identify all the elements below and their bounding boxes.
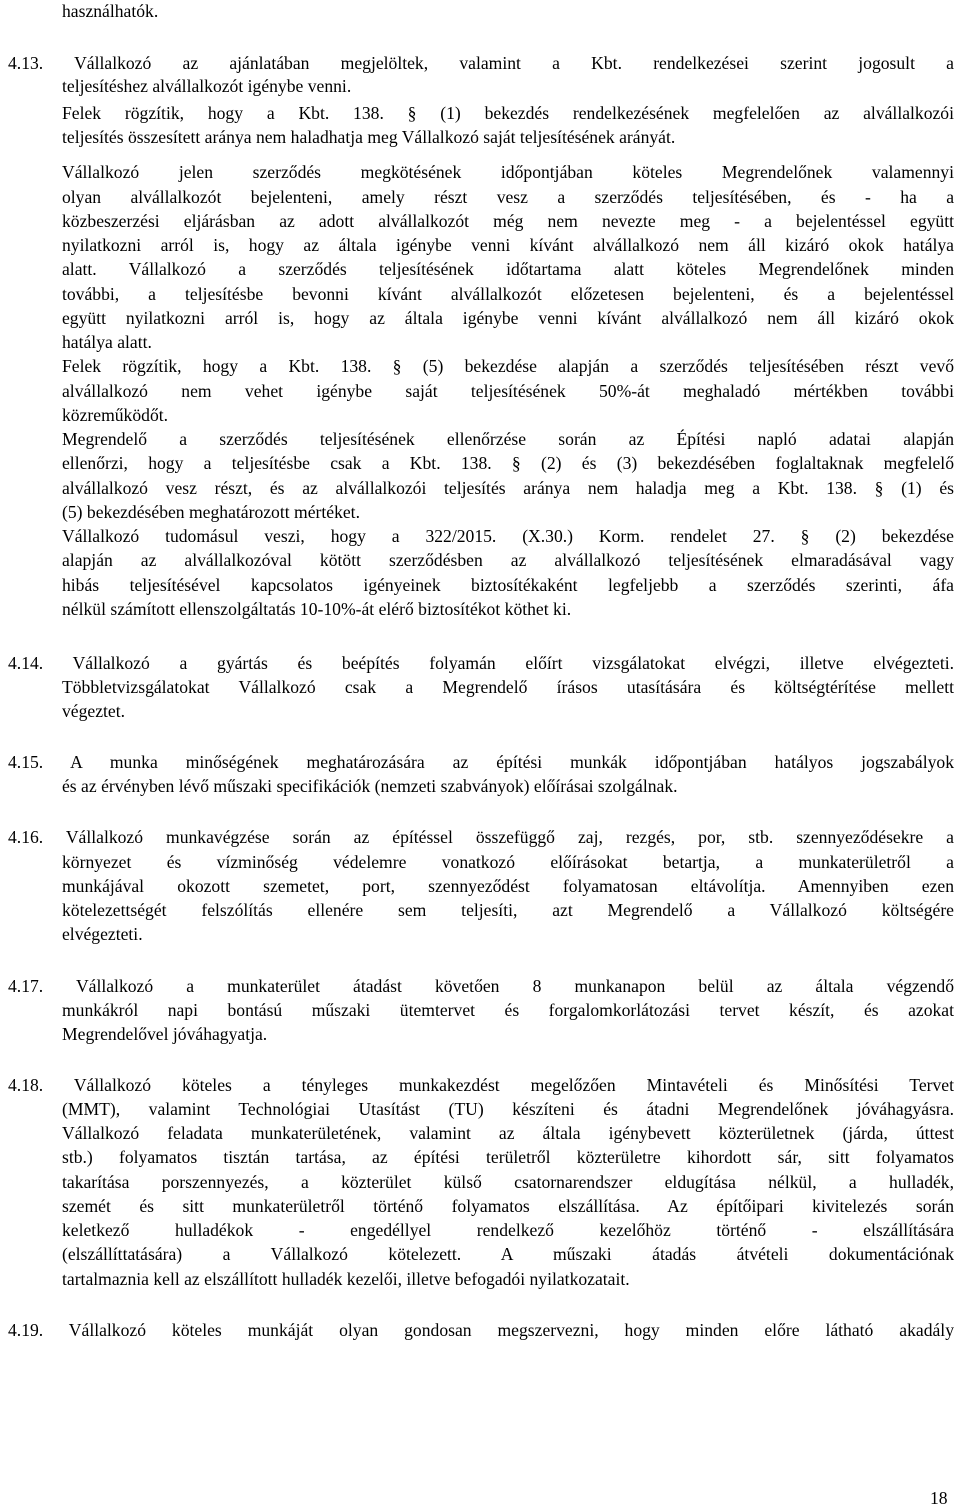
text-line: Vállalkozó jelen szerződés megkötésének időpontjában köteles Megrendelőnek valamennyi — [62, 162, 954, 182]
text-line: alatt. Vállalkozó a szerződés teljesítésének időtartama alatt köteles Megrendelőnek minden — [62, 259, 954, 279]
text-line: Vállalkozó feladata munkaterületének, valamint az általa igénybevett közterületnek (járda, úttest — [62, 1123, 954, 1143]
paragraph-4-18-line: 4.18. Vállalkozó köteles a tényleges munkakezdést megelőzően Mintavételi és Minősítési Tervet — [8, 1075, 954, 1095]
text-line: végeztet. — [62, 701, 126, 721]
text-line: (MMT), valamint Technológiai Utasítást (TU) készíteni és átadni Megrendelőnek jóváhagyásra. — [62, 1099, 954, 1119]
text-line: nélkül számított ellenszolgáltatás 10-10%-át elérő biztosítékot köthet ki. — [62, 599, 572, 619]
text-line: stb.) folyamatos tisztán tartása, az építési területről közterületre kihordott sár, sitt folyamatos — [62, 1147, 954, 1167]
text-line: takarítása porszennyezés, a közterület külső csatornarendszer eldugítása nélkül, a hulladék, — [62, 1172, 954, 1192]
text-line: alapján az alvállalkozóval kötött szerződésben az alvállalkozó teljesítésének elmaradásával vagy — [62, 550, 954, 570]
text-line: Többletvizsgálatokat Vállalkozó csak a Megrendelő írásos utasítására és költségtérítése mellett — [62, 677, 954, 697]
text-line: munkájával okozott szemetet, port, szennyeződést folyamatosan eltávolítja. Amennyiben ezen — [62, 876, 954, 896]
paragraph-4-19-line: 4.19. Vállalkozó köteles munkáját olyan gondosan megszervezni, hogy minden előre látható akadály — [8, 1320, 954, 1340]
text-line: ellenőrzi, hogy a teljesítésbe csak a Kbt. 138. § (2) és (3) bekezdésében foglaltaknak megfelelő — [62, 453, 954, 473]
text-line: teljesítéshez alvállalkozót igénybe venni. — [62, 76, 352, 96]
text-line: Felek rögzítik, hogy a Kbt. 138. § (5) bekezdése alapján a szerződés teljesítésében részt vevő — [62, 356, 954, 376]
text-line: keletkező hulladékok - engedéllyel rendelkező kezelőhöz történő - elszállítására — [62, 1220, 954, 1240]
text-line: együtt nyilatkozni arról is, hogy az általa igénybe venni kívánt alvállalkozó nem áll kizáró okok — [62, 308, 954, 328]
page-number: 18 — [930, 1488, 948, 1508]
text-line: (elszállíttatására) a Vállalkozó kötelezett. A műszaki átadás átvételi dokumentációnak — [62, 1244, 954, 1264]
text-line: kötelezettségét felszólítás ellenére sem teljesíti, azt Megrendelő a Vállalkozó költségére — [62, 900, 954, 920]
text-line: elvégezteti. — [62, 924, 143, 944]
text-line: és az érvényben lévő műszaki specifikációk (nemzeti szabványok) előírásai szolgálnak. — [62, 776, 678, 796]
text-line: tartalmaznia kell az elszállított hulladék kezelői, illetve befogadói nyilatkozatait. — [62, 1269, 630, 1289]
text-line: hatálya alatt. — [62, 332, 152, 352]
text-line: Megrendelővel jóváhagyatja. — [62, 1024, 268, 1044]
text-line: közbeszerzési eljárásban az adott alvállalkozót még nem nevezte meg - a bejelentéssel együtt — [62, 211, 954, 231]
text-line: Felek rögzítik, hogy a Kbt. 138. § (1) bekezdés rendelkezésének megfelelően az alvállalkozói — [62, 103, 954, 123]
text-line: közreműködőt. — [62, 405, 169, 425]
text-line: további, a teljesítésbe bevonni kívánt alvállalkozót előzetesen bejelenteni, és a bejelentéssel — [62, 284, 954, 304]
text-line: környezet és vízminőség védelemre vonatkozó előírásokat betartja, a munkaterületről a — [62, 852, 954, 872]
text-line: Megrendelő a szerződés teljesítésének ellenőrzése során az Építési napló adatai alapján — [62, 429, 954, 449]
paragraph-4-17-line: 4.17. Vállalkozó a munkaterület átadást követően 8 munkanapon belül az általa végzendő — [8, 976, 954, 996]
text-line: teljesítés összesített aránya nem haladhatja meg Vállalkozó saját teljesítésének arányát. — [62, 127, 676, 147]
text-line: Vállalkozó tudomásul veszi, hogy a 322/2015. (X.30.) Korm. rendelet 27. § (2) bekezdése — [62, 526, 954, 546]
paragraph-4-15-line: 4.15. A munka minőségének meghatározására az építési munkák időpontjában hatályos jogszabályok — [8, 752, 954, 772]
text-line: munkákról napi bontású műszaki ütemtervet és forgalomkorlátozási tervet készít, és azokat — [62, 1000, 954, 1020]
text-line: nyilatkozni arról is, hogy az általa igénybe venni kívánt alvállalkozó nem áll kizáró okok hatálya — [62, 235, 954, 255]
text-line: (5) bekezdésében meghatározott mértéket. — [62, 502, 360, 522]
paragraph-4-14-line: 4.14. Vállalkozó a gyártás és beépítés folyamán előírt vizsgálatokat elvégzi, illetve elvégezteti. — [8, 653, 954, 673]
text-line: alvállalkozó vesz részt, és az alvállalkozói teljesítés aránya nem haladja meg a Kbt. 138. § (1) és — [62, 478, 954, 498]
text-line: alvállalkozó nem vehet igénybe saját teljesítésének 50%-át meghaladó mértékben további — [62, 381, 954, 401]
text-line: használhatók. — [62, 1, 159, 21]
paragraph-4-16-line: 4.16. Vállalkozó munkavégzése során az építéssel összefüggő zaj, rezgés, por, stb. szennyeződésekre a — [8, 827, 954, 847]
paragraph-4-13-line: 4.13. Vállalkozó az ajánlatában megjelöltek, valamint a Kbt. rendelkezései szerint jogosult a — [8, 53, 954, 73]
text-line: olyan alvállalkozót bejelenteni, amely részt vesz a szerződés teljesítésében, és - ha a — [62, 187, 954, 207]
text-line: szemét és sitt munkaterületről történő folyamatos elszállítása. Az építőipari kivitelezés során — [62, 1196, 954, 1216]
text-line: hibás teljesítésével kapcsolatos igényeinek biztosítékaként legfeljebb a szerződés szerinti, áfa — [62, 575, 954, 595]
